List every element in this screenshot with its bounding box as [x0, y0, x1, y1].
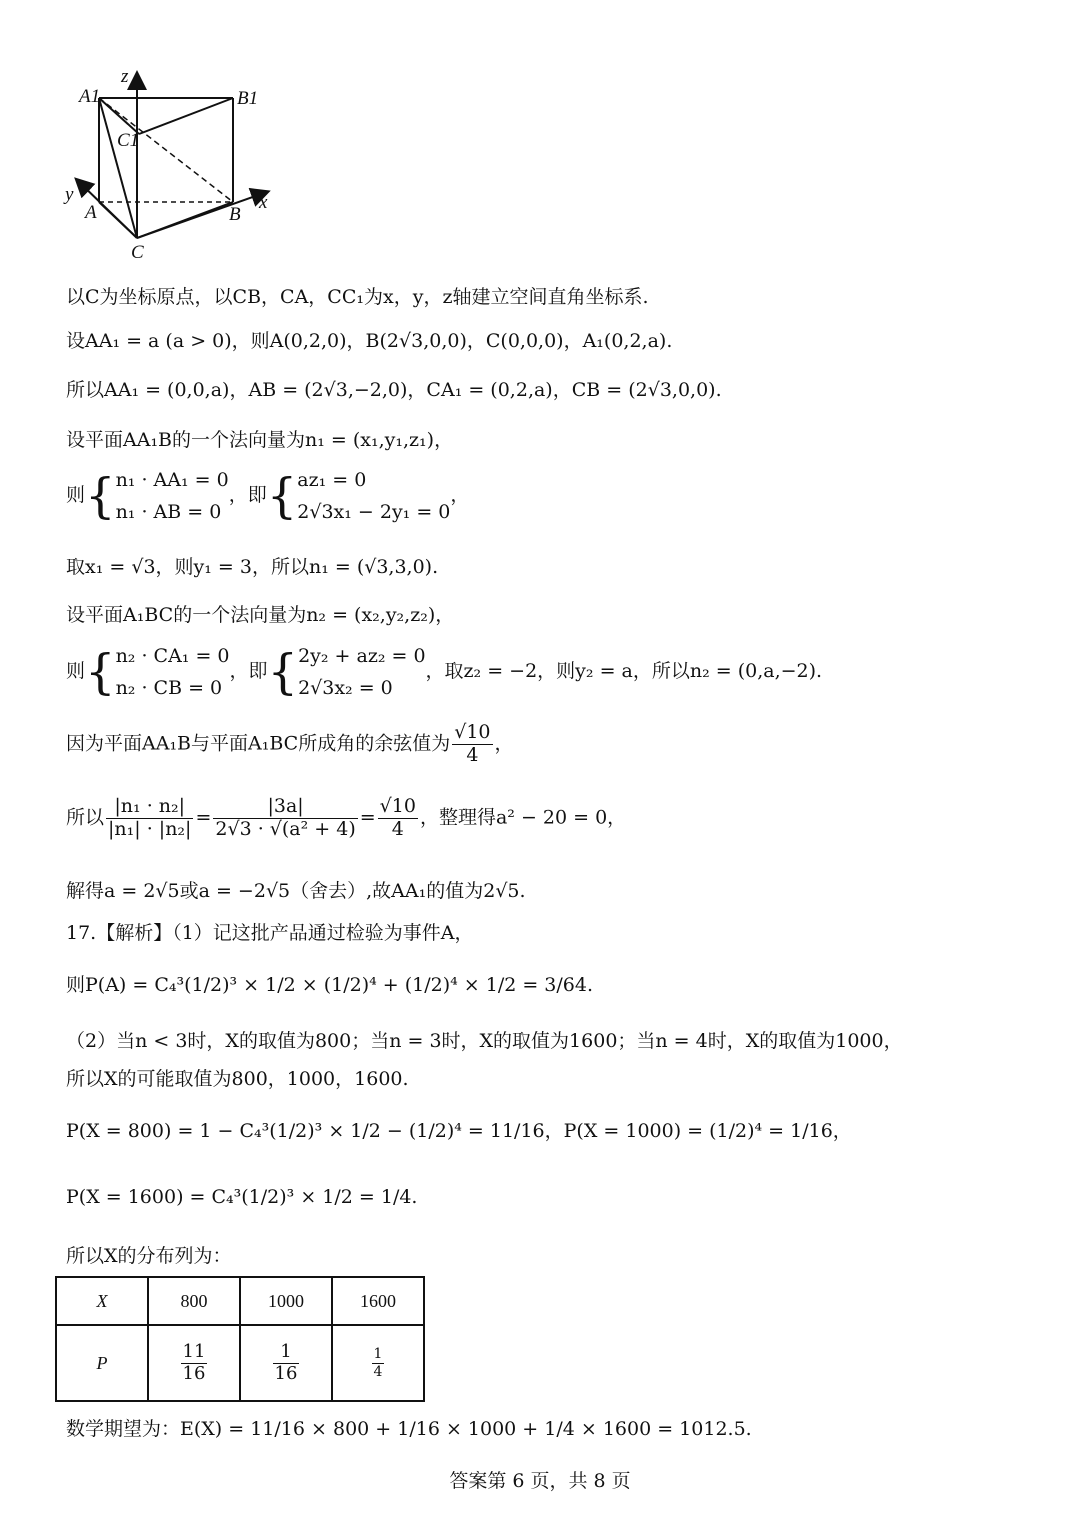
- text-line-11: 解得a = 2√5或a = −2√5（舍去）,故AA₁的值为2√5.: [66, 880, 526, 902]
- table-header: 800: [148, 1277, 240, 1325]
- label-b: B: [229, 204, 241, 225]
- cos-value-fraction: $\frac{|3a|}{\text{2√3 · √(a² + 4)}}$: [215, 795, 356, 840]
- table-header: X: [56, 1277, 148, 1325]
- cos-formula-fraction: $\frac{\text{|n₁ · n₂|}}{\text{|n₁| · |n₂|}}$: [108, 795, 192, 840]
- prism-figure: [55, 62, 355, 262]
- system-3: n₂ · CA₁ = 0 n₂ · CB = 0: [115, 645, 230, 699]
- label-c: C: [131, 242, 144, 262]
- table-header: 1000: [240, 1277, 332, 1325]
- text-line-7: 设平面A₁BC的一个法向量为n₂ = (x₂,y₂,z₂)，: [66, 604, 455, 626]
- text-line-16: P(X = 800) = 1 − C₄³(1/2)³ × 1/2 − (1/2)⁴ = 11/16，P(X = 1000) = (1/2)⁴ = 1/16，: [66, 1120, 852, 1142]
- label-c1: C1: [117, 130, 140, 151]
- system-line-1: 则{ n₁ · AA₁ = 0 n₁ · AB = 0 ，即{ az₁ = 0 2√3x₁ − 2y₁ = 0 ，: [66, 464, 469, 528]
- text-line-1: 以C为坐标原点，以CB，CA，CC₁为x，y，z轴建立空间直角坐标系.: [66, 286, 649, 308]
- table-cell: P: [56, 1325, 148, 1401]
- distribution-table: [55, 1276, 425, 1402]
- label-z: z: [121, 66, 129, 87]
- text-line-19: 数学期望为：E(X) = 11/16 × 800 + 1/16 × 1000 + 1/4 × 1600 = 1012.5.: [66, 1418, 752, 1440]
- text-line-10: 所以 $\frac{\text{|n₁ · n₂|}}{\text{|n₁| · |n₂|}}$ = $\frac{|3a|}{\text{2√3 · √(a² + 4)}}$ = $\frac{√10}{4}$ ，整理得a² − 20 = 0，: [66, 795, 627, 840]
- table-cell: $\frac{1}{16}$: [240, 1325, 332, 1401]
- table-header: 1600: [332, 1277, 424, 1325]
- text-line-3: 所以AA₁ = (0,0,a)，AB = (2√3,−2,0)，CA₁ = (0,2,a)，CB = (2√3,0,0).: [66, 379, 722, 401]
- text-line-14: （2）当n < 3时，X的取值为800；当n = 3时，X的取值为1600；当n = 4时，X的取值为1000，: [66, 1030, 903, 1052]
- text-line-6: 取x₁ = √3，则y₁ = 3，所以n₁ = (√3,3,0).: [66, 556, 439, 578]
- system-1: n₁ · AA₁ = 0 n₁ · AB = 0: [115, 469, 229, 523]
- label-a: A: [85, 202, 97, 223]
- label-y: y: [65, 184, 74, 205]
- label-b1: B1: [237, 88, 259, 109]
- text-line-9: 因为平面AA₁B与平面A₁BC所成角的余弦值为 $\frac{√10}{4}$ ，: [66, 721, 514, 766]
- cos-fraction: $\frac{√10}{4}$: [454, 721, 491, 766]
- text-line-15: 所以X的可能取值为800，1000，1600.: [66, 1068, 409, 1090]
- table-cell: $\frac{1}{4}$: [332, 1325, 424, 1401]
- page-footer: 答案第 6 页，共 8 页: [449, 1470, 631, 1492]
- table-cell: $\frac{11}{16}$: [148, 1325, 240, 1401]
- table-row: [56, 1277, 424, 1325]
- text-line-2: 设AA₁ = a (a > 0)，则A(0,2,0)，B(2√3,0,0)，C(0,0,0)，A₁(0,2,a).: [66, 330, 673, 352]
- text-line-17: P(X = 1600) = C₄³(1/2)³ × 1/2 = 1/4.: [66, 1186, 418, 1208]
- system-line-2: 则{ n₂ · CA₁ = 0 n₂ · CB = 0 ，即{ 2y₂ + az₂ = 0 2√3x₂ = 0 ，取z₂ = −2，则y₂ = a，所以n₂ = (0,a,−2).: [66, 640, 822, 704]
- text-line-4: 设平面AA₁B的一个法向量为n₁ = (x₁,y₁,z₁)，: [66, 429, 454, 451]
- system-4: 2y₂ + az₂ = 0 2√3x₂ = 0: [298, 645, 426, 699]
- system-2: az₁ = 0 2√3x₁ − 2y₁ = 0: [297, 469, 451, 523]
- table-row: [56, 1325, 424, 1401]
- label-a1: A1: [79, 86, 101, 107]
- text-line-18: 所以X的分布列为：: [66, 1245, 232, 1267]
- label-x: x: [259, 192, 268, 213]
- text-line-12: 17.【解析】（1）记这批产品通过检验为事件A，: [66, 922, 474, 944]
- text-line-13: 则P(A) = C₄³(1/2)³ × 1/2 × (1/2)⁴ + (1/2)⁴ × 1/2 = 3/64.: [66, 974, 594, 996]
